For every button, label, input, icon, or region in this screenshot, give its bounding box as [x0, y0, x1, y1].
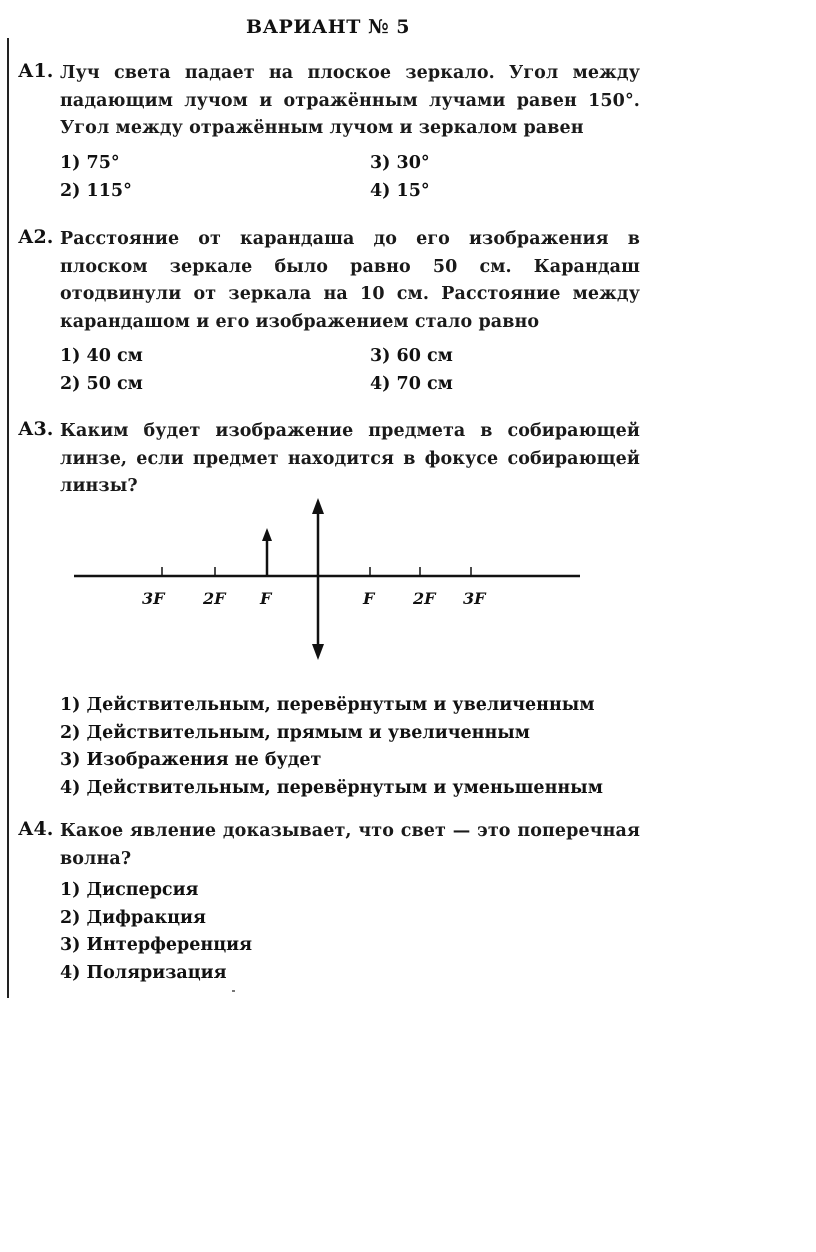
lens-diagram [0, 490, 600, 670]
lens-arrow-up-icon [312, 498, 324, 514]
problem-a3 [18, 418, 640, 501]
problem-a4 [18, 818, 640, 987]
label-f-right: F [363, 589, 375, 608]
answer-option[interactable]: 1) 40 см [60, 346, 143, 366]
problem-a1 [18, 60, 640, 205]
right-ticks [370, 567, 471, 576]
problem-a2 [18, 226, 640, 398]
answer-option[interactable]: 3) 60 см [370, 346, 453, 366]
answer-option[interactable]: 3) Изображения не будет [60, 750, 322, 771]
label-3f-right: 3F [463, 589, 486, 608]
answer-options [60, 692, 640, 802]
problem-a3-options [18, 688, 640, 802]
variant-title: ВАРИАНТ № 5 [246, 16, 410, 38]
answer-options [60, 342, 640, 398]
problem-number: А2. [18, 226, 54, 248]
label-f-left: F [260, 589, 272, 608]
answer-option[interactable]: 1) 75° [60, 152, 120, 173]
answer-option[interactable]: 3) 30° [370, 152, 430, 173]
answer-option[interactable]: 2) Действительным, прямым и увеличенным [60, 722, 530, 743]
answer-option[interactable]: 2) 115° [60, 180, 132, 201]
answer-option[interactable]: 1) Действительным, перевёрнутым и увеличенным [60, 695, 595, 715]
scan-speck [232, 990, 235, 992]
left-ticks [162, 567, 267, 576]
label-2f-right: 2F [413, 589, 436, 608]
label-3f-left: 3F [142, 589, 165, 608]
object-arrow [262, 528, 272, 576]
answer-option[interactable]: 1) Дисперсия [60, 880, 199, 900]
answer-options [60, 877, 640, 987]
answer-option[interactable]: 4) Действительным, перевёрнутым и уменьшенным [60, 777, 603, 798]
answer-option[interactable]: 4) 70 см [370, 374, 453, 394]
problem-text: Луч света падает на плоское зеркало. Угол между падающим лучом и отражённым лучами равен 150°. Угол между отражённым лучом и зеркалом равен [60, 63, 640, 138]
answer-option[interactable]: 2) Дифракция [60, 907, 206, 928]
lens-arrow-down-icon [312, 644, 324, 660]
problem-number: А1. [18, 60, 54, 82]
problem-number: А3. [18, 418, 54, 440]
answer-option[interactable]: 4) Поляризация [60, 962, 227, 983]
object-arrow-icon [262, 528, 272, 541]
label-2f-left: 2F [203, 589, 226, 608]
converging-lens [312, 498, 324, 660]
problem-number: А4. [18, 818, 54, 840]
answer-option[interactable]: 2) 50 см [60, 374, 143, 394]
answer-options [60, 149, 640, 205]
problem-text: Расстояние от карандаша до его изображения в плоском зеркале было равно 50 см. Карандаш отодвинули от зеркала на 10 см. Расстояние между карандашом и его изображением стало равно [60, 229, 640, 332]
answer-option[interactable]: 3) Интерференция [60, 935, 253, 956]
answer-option[interactable]: 4) 15° [370, 180, 430, 201]
problem-text: Какое явление доказывает, что свет — это поперечная волна? [60, 821, 640, 869]
problem-text: Каким будет изображение предмета в собирающей линзе, если предмет находится в фокусе собирающей линзы? [60, 421, 640, 496]
